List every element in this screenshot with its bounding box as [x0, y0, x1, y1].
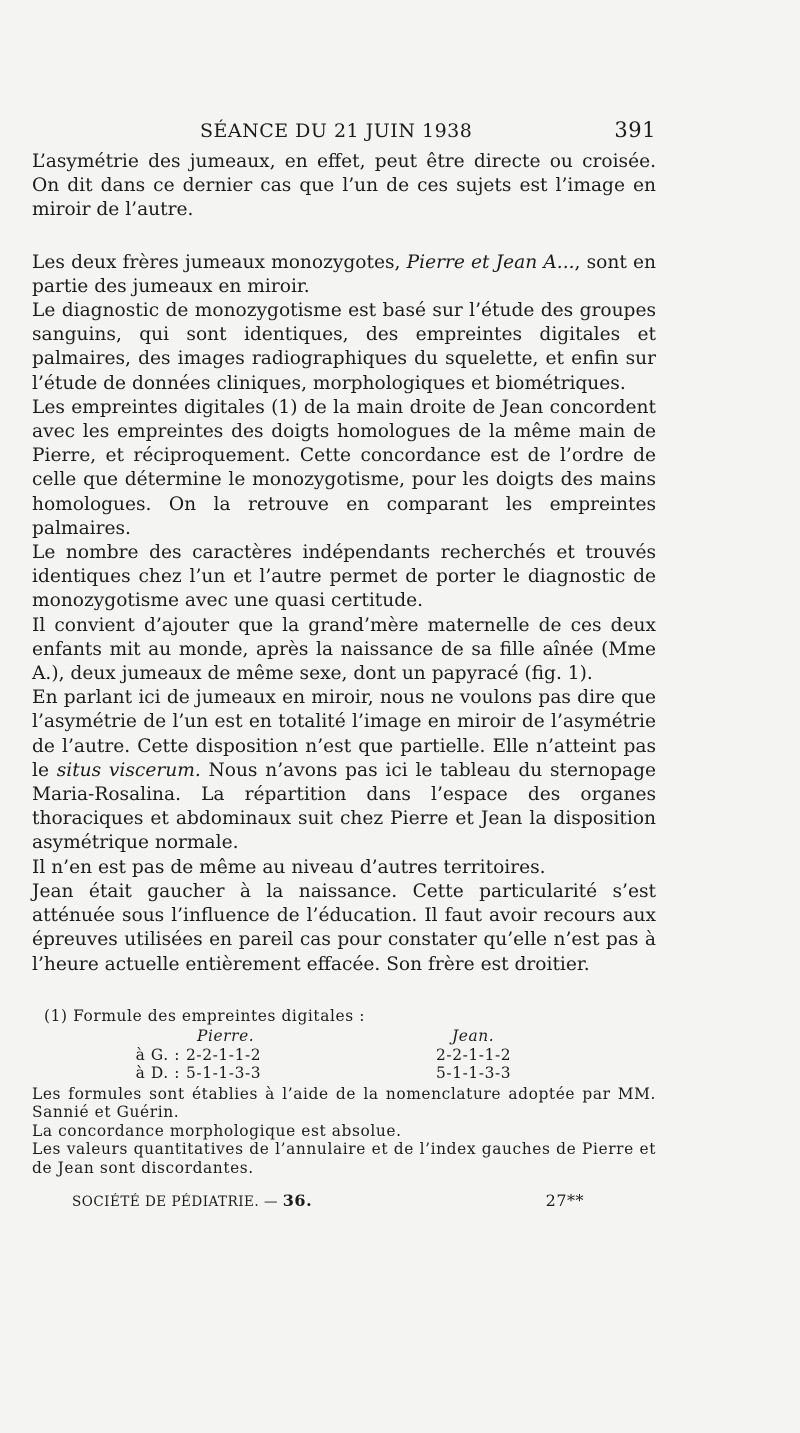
- footnote-intro: (1) Formule des empreintes digitales :: [44, 1006, 365, 1025]
- formula-jean: 5-1-1-3-3: [436, 1064, 512, 1083]
- page-footer: [32, 1191, 656, 1210]
- running-header: [32, 118, 656, 142]
- paragraph-6: Il convient d’ajouter que la grand’mère maternelle de ces deux enfants mit au monde, après la naissance de sa fille aînée (Mme A.), deux jumeaux de même sexe, dont un papyracé (fig. 1).: [32, 614, 656, 685]
- situs-viscerum: situs viscerum.: [56, 759, 201, 781]
- formula-row-label: à D. :: [135, 1064, 180, 1083]
- footnote-note-3: Les valeurs quantitatives de l’annulaire et de l’index gauches de Pierre et de Jean sont discordantes.: [32, 1140, 656, 1177]
- page-number: 391: [614, 118, 656, 142]
- footnote-note-2: La concordance morphologique est absolue.: [32, 1121, 402, 1140]
- paragraph-2-start: Les deux frères jumeaux monozygotes,: [32, 251, 407, 273]
- formula-row: [32, 1046, 656, 1065]
- formula-pierre: 5-1-1-3-3: [186, 1064, 262, 1083]
- footnote: [32, 1007, 656, 1178]
- formula-jean: 2-2-1-1-2: [436, 1045, 512, 1064]
- paragraph-2: [32, 251, 656, 299]
- signature-mark: [72, 1191, 312, 1210]
- paragraph-7: [32, 686, 656, 855]
- twins-names: Pierre et Jean A...: [406, 251, 575, 273]
- paragraph-8: Il n’en est pas de même au niveau d’autres territoires.: [32, 856, 546, 878]
- paragraph-4: Les empreintes digitales (1) de la main droite de Jean concordent avec les empreintes des doigts homologues de la même main de Pierre, et réciproquement. Cette concordance est de l’ordre de celle que détermine le monozygotisme, pour les doigts des mains homologues. On la retrouve en comparant les empreintes palmaires.: [32, 396, 656, 539]
- formula-pierre: 2-2-1-1-2: [186, 1045, 262, 1064]
- paragraph-5: Le nombre des caractères indépendants recherchés et trouvés identiques chez l’un et l’autre permet de porter le diagnostic de monozygotisme avec une quasi certitude.: [32, 542, 656, 612]
- formula-row: [32, 1064, 656, 1083]
- paragraph-1: L’asymétrie des jumeaux, en effet, peut être directe ou croisée. On dit dans ce dernier cas que l’un de ces sujets est l’image en miroir de l’autre.: [32, 151, 656, 221]
- page: [32, 118, 656, 1210]
- column-pierre: Pierre.: [197, 1027, 255, 1046]
- gathering-mark: 27**: [545, 1191, 584, 1211]
- society-label: SOCIÉTÉ DE PÉDIATRIE. —: [72, 1194, 278, 1211]
- paragraph-7-end: Nous n’avons pas ici le tableau du sternopage Maria-Rosalina. La répartition dans l’espace des organes thoraciques et abdominaux suit chez Pierre et Jean la disposition asymétrique normale.: [32, 759, 656, 854]
- formula-row-label: à G. :: [135, 1045, 180, 1064]
- fingerprint-formula-table: [32, 1027, 656, 1083]
- paragraph-7-start: En parlant ici de jumeaux en miroir, nous ne voulons pas dire que l’asymétrie de l’un est en totalité l’image en miroir de l’asymétrie de l’autre. Cette disposition n’est que partielle. Elle n’atteint pas le: [32, 687, 656, 781]
- signature-number: 36.: [282, 1191, 313, 1211]
- footnote-note-1: Les formules sont établies à l’aide de la nomenclature adoptée par MM. Sannié et Guérin.: [32, 1084, 656, 1122]
- formula-column-headers: [32, 1027, 656, 1046]
- paragraph-2-end: , sont en partie des jumeaux en miroir.: [32, 251, 656, 297]
- paragraph-9: Jean était gaucher à la naissance. Cette particularité s’est atténuée sous l’influence de l’éducation. Il faut avoir recours aux épreuves utilisées en pareil cas pour constater qu’elle n’est pas à l’heure actuelle entièrement effacée. Son frère est droitier.: [32, 880, 656, 975]
- column-jean: Jean.: [452, 1027, 495, 1046]
- header-title: SÉANCE DU 21 JUIN 1938: [200, 120, 473, 142]
- paragraph-3: Le diagnostic de monozygotisme est basé sur l’étude des groupes sanguins, qui sont identiques, des empreintes digitales et palmaires, des images radiographiques du squelette, et enfin sur l’étude de données cliniques, morphologiques et biométriques.: [32, 300, 656, 394]
